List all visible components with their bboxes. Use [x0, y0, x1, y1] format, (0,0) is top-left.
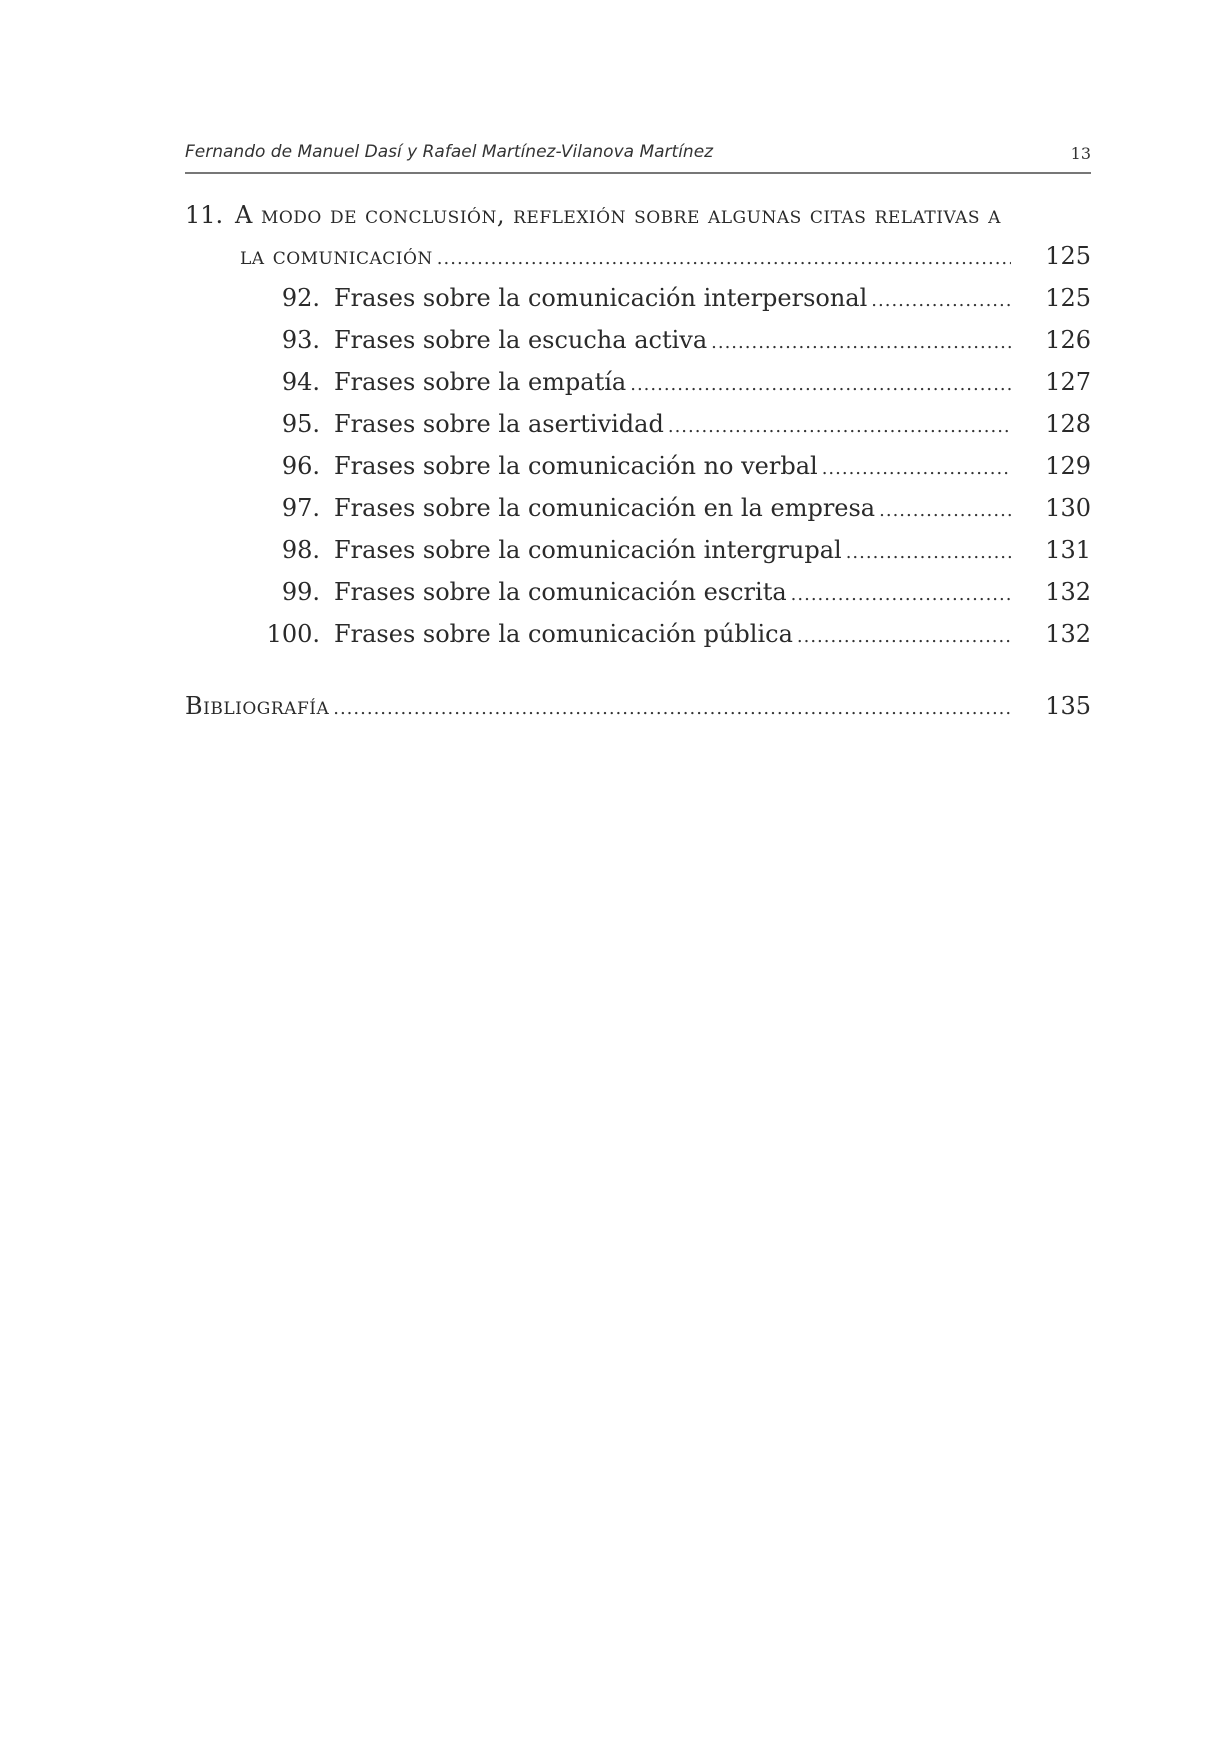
section-number: 98. [281, 536, 320, 564]
leader-dots [846, 532, 1011, 574]
section-number: 97. [281, 494, 320, 522]
section-title: Frases sobre la escucha activa [334, 326, 708, 354]
section-number: 94. [281, 368, 320, 396]
section-number: 96. [281, 452, 320, 480]
leader-dots [822, 448, 1011, 490]
leader-dots [630, 364, 1011, 406]
section-page-number: 129 [1045, 452, 1091, 480]
leader-dots [797, 616, 1011, 658]
section-number: 100. [266, 620, 320, 648]
toc-section-entry[interactable] [185, 319, 1091, 361]
chapter-title-line2: la comunicación [240, 242, 433, 270]
chapter-title-line1: A modo de conclusión, reflexión sobre algunas citas relativas a [235, 201, 1001, 229]
header-page-number: 13 [1070, 144, 1091, 163]
running-header [185, 140, 1091, 174]
section-title: Frases sobre la empatía [334, 368, 627, 396]
section-page-number: 127 [1045, 368, 1091, 396]
section-page-number: 130 [1045, 494, 1091, 522]
toc-section-entry[interactable] [185, 403, 1091, 445]
toc-chapter-entry-continuation[interactable] [185, 235, 1091, 277]
leader-dots [668, 406, 1011, 448]
section-number: 93. [281, 326, 320, 354]
section-page-number: 126 [1045, 326, 1091, 354]
section-page-number: 132 [1045, 620, 1091, 648]
leader-dots [871, 280, 1011, 322]
section-title: Frases sobre la comunicación no verbal [334, 452, 818, 480]
bibliography-title: Bibliografía [185, 692, 330, 720]
leader-dots [711, 322, 1011, 364]
bibliography-page-number: 135 [1045, 692, 1091, 720]
section-page-number: 132 [1045, 578, 1091, 606]
toc-section-entry[interactable] [185, 487, 1091, 529]
section-page-number: 131 [1045, 536, 1091, 564]
section-page-number: 125 [1045, 284, 1091, 312]
toc-section-entry[interactable] [185, 529, 1091, 571]
section-title: Frases sobre la comunicación interpersonal [334, 284, 868, 312]
leader-dots [437, 238, 1011, 280]
toc-section-entry[interactable] [185, 361, 1091, 403]
leader-dots [791, 574, 1011, 616]
leader-dots [879, 490, 1011, 532]
chapter-number: 11. [185, 201, 224, 229]
table-of-contents [185, 195, 1091, 727]
section-page-number: 128 [1045, 410, 1091, 438]
section-title: Frases sobre la comunicación en la empresa [334, 494, 876, 522]
leader-dots [333, 688, 1011, 730]
toc-section-entry[interactable] [185, 613, 1091, 655]
chapter-page-number: 125 [1045, 242, 1091, 270]
toc-section-entry[interactable] [185, 445, 1091, 487]
section-title: Frases sobre la comunicación intergrupal [334, 536, 842, 564]
toc-chapter-entry[interactable] [185, 195, 1091, 235]
toc-section-entry[interactable] [185, 277, 1091, 319]
section-title: Frases sobre la asertividad [334, 410, 664, 438]
section-number: 95. [281, 410, 320, 438]
toc-bibliography-entry[interactable] [185, 685, 1091, 727]
section-number: 92. [281, 284, 320, 312]
header-authors: Fernando de Manuel Dasí y Rafael Martínez-Vilanova Martínez [185, 142, 714, 162]
section-number: 99. [281, 578, 320, 606]
section-title: Frases sobre la comunicación escrita [334, 578, 787, 606]
toc-section-entry[interactable] [185, 571, 1091, 613]
section-title: Frases sobre la comunicación pública [334, 620, 793, 648]
